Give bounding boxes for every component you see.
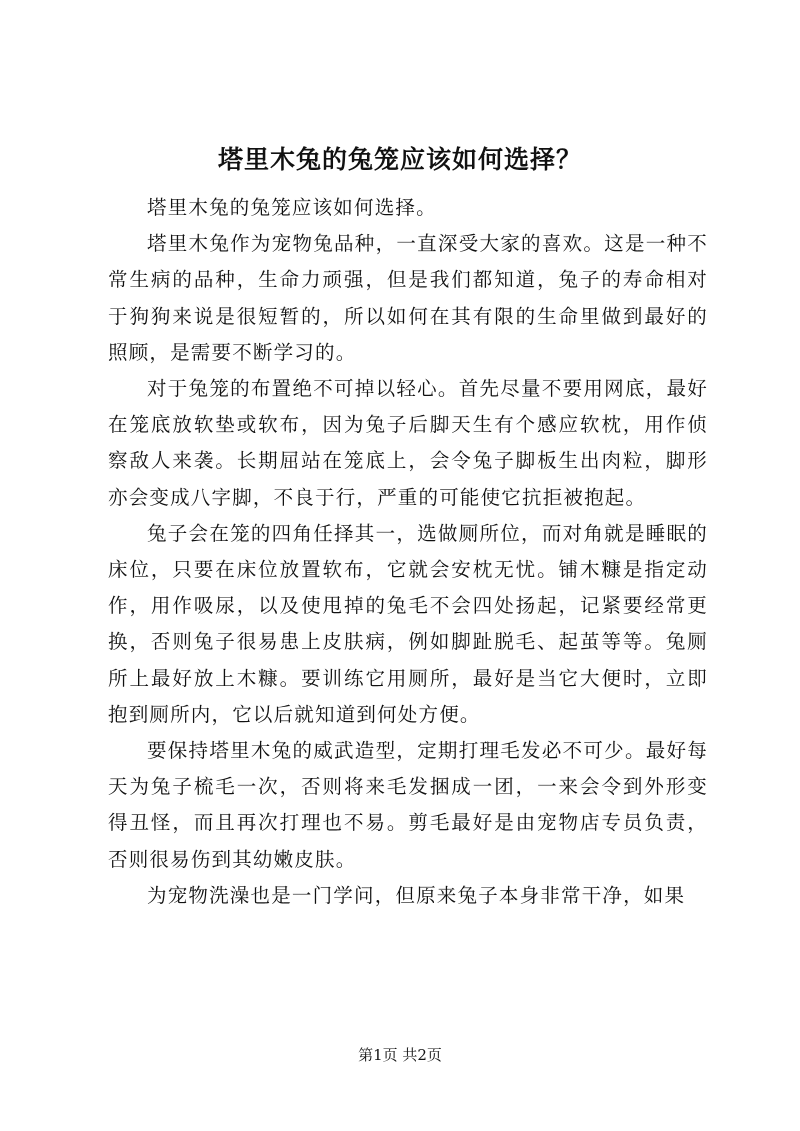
page-number-footer: 第1页 共2页 [358, 1046, 442, 1064]
paragraph-6: 为宠物洗澡也是一门学问，但原来兔子本身非常干净，如果 [147, 883, 686, 907]
paragraph-4: 兔子会在笼的四角任择其一，选做厕所位，而对角就是睡眠的床位，只要在床位放置软布，它就会安枕无忧。铺木糠是指定动作，用作吸尿，以及使甩掉的兔毛不会四处扬起，记紧要经常更换，否则兔子很易患上皮肤病，例如脚趾脱毛、起茧等等。兔厕所上最好放上木糠。要训练它用厕所，最好是当它大便时，立即抱到厕所内，它以后就知道到何处方便。 [108, 521, 708, 726]
document-title: 塔里木兔的兔笼应该如何选择？ [217, 145, 582, 174]
paragraph-5: 要保持塔里木兔的威武造型，定期打理毛发必不可少。最好每天为兔子梳毛一次，否则将来毛发捆成一团，一来会令到外形变得丑怪，而且再次打理也不易。剪毛最好是由宠物店专员负责，否则很易伤到其幼嫩皮肤。 [108, 739, 708, 871]
paragraph-3: 对于兔笼的布置绝不可掉以轻心。首先尽量不要用网底，最好在笼底放软垫或软布，因为兔子后脚天生有个感应软枕，用作侦察敌人来袭。长期屈站在笼底上，会令兔子脚板生出肉粒，脚形亦会变成八字脚，不良于行，严重的可能使它抗拒被抱起。 [108, 377, 708, 509]
paragraph-2: 塔里木兔作为宠物兔品种，一直深受大家的喜欢。这是一种不常生病的品种，生命力顽强，但是我们都知道，兔子的寿命相对于狗狗来说是很短暂的，所以如何在其有限的生命里做到最好的照顾，是需要不断学习的。 [108, 232, 708, 364]
document-body [108, 190, 708, 914]
paragraph-1: 塔里木兔的兔笼应该如何选择。 [147, 196, 437, 219]
